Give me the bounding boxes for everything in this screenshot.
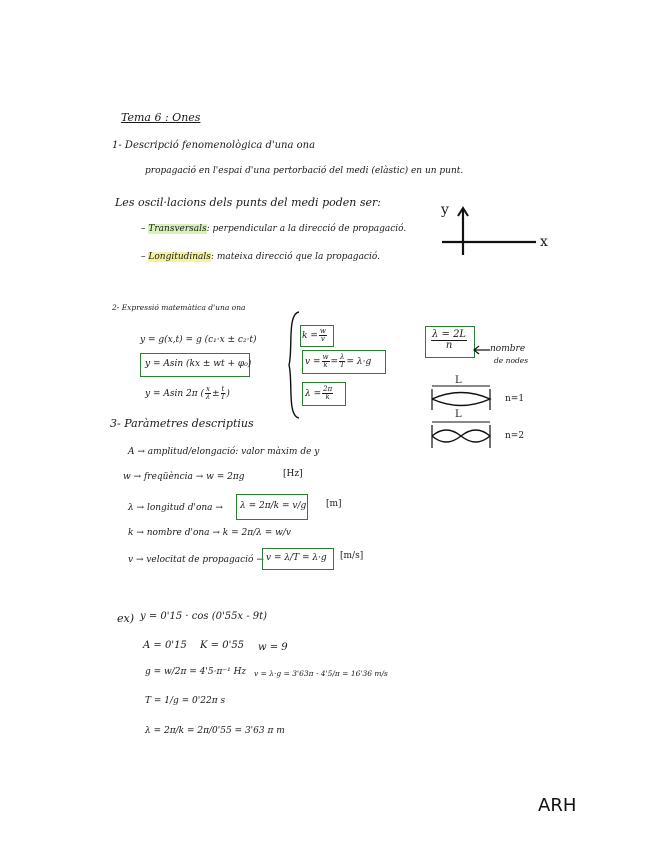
standing-wave-n1 bbox=[428, 384, 498, 414]
section3-heading: 3- Paràmetres descriptius bbox=[110, 417, 254, 430]
param-wavelength: λ → longitud d'ona → bbox=[128, 503, 223, 513]
standing-wave-n2 bbox=[428, 420, 498, 450]
example-equation: y = 0'15 · cos (0'55x - 9t) bbox=[140, 611, 268, 622]
frac-x-lambda: $\frac{x}{\lambda}$ bbox=[205, 385, 211, 401]
example-g: g = w/2π = 4'5·π⁻¹ Hz bbox=[145, 667, 247, 677]
L-label-1: L bbox=[455, 375, 462, 386]
longitudinal-term: Longitudinals bbox=[148, 252, 211, 262]
param-frequency: w → freqüència → w = 2πg bbox=[123, 472, 245, 482]
longitudinal-desc: : mateixa direcció que la propagació. bbox=[210, 252, 380, 262]
unit-hz: [Hz] bbox=[283, 469, 303, 479]
lambda-formula: λ = $\frac{2\pi}{k}$ bbox=[305, 385, 333, 401]
example-v: v = λ·g = 3'63π · 4'5/π = 16'36 m/s bbox=[254, 669, 388, 678]
x-axis-label: x bbox=[540, 234, 548, 250]
example-A: A = 0'15 bbox=[143, 640, 187, 651]
k-formula: k = $\frac{w}{v}$ bbox=[302, 327, 326, 343]
param-wavenumber: k → nombre d'ona → k = 2π/λ = w/v bbox=[128, 528, 291, 538]
eq3-sign: ± bbox=[211, 389, 220, 399]
unit-ms: [m/s] bbox=[340, 551, 364, 561]
n1-label: n=1 bbox=[505, 394, 525, 404]
velocity-formula: v = λ/T = λ·g bbox=[266, 553, 327, 563]
wavelength-formula: λ = 2π/k = v/g bbox=[240, 501, 307, 511]
nodes-label-2: de nodes bbox=[494, 356, 529, 365]
example-lambda: λ = 2π/k = 2π/0'55 = 3'63 π m bbox=[145, 726, 285, 736]
example-label: ex) bbox=[117, 612, 135, 625]
nodes-label-1: nombre bbox=[490, 344, 526, 354]
author-initials: ARH bbox=[538, 795, 577, 816]
example-k: K = 0'55 bbox=[200, 640, 245, 651]
axes-sketch bbox=[438, 200, 568, 260]
section1-heading: 1- Descripció fenomenològica d'una ona bbox=[112, 140, 316, 151]
param-velocity: v → velocitat de propagació → bbox=[128, 555, 264, 565]
transversal-desc: : perpendicular a la direcció de propagació. bbox=[206, 224, 407, 234]
standing-wave-formula: $\frac{\lambda = 2L}{n}$ bbox=[432, 329, 467, 351]
wave-equation-sin: y = Asin (kx ± wt + φ₀) bbox=[145, 359, 252, 369]
longitudinal-line: – Longitudinals: mateixa direcció que la propagació. bbox=[141, 252, 380, 262]
L-label-2: L bbox=[455, 409, 462, 420]
param-amplitude: A → amplitud/elongació: valor màxim de y bbox=[128, 447, 320, 457]
eq3-prefix: y = Asin 2π bbox=[145, 389, 198, 399]
wave-equation-2pi: y = Asin 2π ( $\frac{x}{\lambda}$ ± $\frac{t}{T}$ ) bbox=[145, 385, 230, 401]
unit-m: [m] bbox=[326, 499, 342, 509]
transversal-line: – Transversals: perpendicular a la direcció de propagació. bbox=[141, 224, 407, 234]
example-w: w = 9 bbox=[258, 642, 288, 653]
oscillations-intro: Les oscil·lacions dels punts del medi poden ser: bbox=[115, 196, 381, 209]
v-formula: v = $\frac{w}{k}$ = $\frac{\lambda}{T}$ = λ·g bbox=[305, 353, 372, 369]
page-title: Tema 6 : Ones bbox=[121, 111, 201, 124]
wave-equation-general: y = g(x,t) = g (c₁·x ± c₂·t) bbox=[140, 335, 257, 345]
arrow-to-n bbox=[472, 346, 492, 356]
transversal-term: Transversals bbox=[148, 224, 207, 234]
example-T: T = 1/g = 0'22π s bbox=[145, 696, 226, 706]
frac-t-T: $\frac{t}{T}$ bbox=[220, 385, 226, 401]
wave-definition: propagació en l'espai d'una pertorbació del medi (elàstic) en un punt. bbox=[145, 166, 464, 176]
n2-label: n=2 bbox=[505, 431, 525, 441]
y-axis-label: y bbox=[441, 202, 449, 218]
section2-heading: 2- Expressió matemàtica d'una ona bbox=[112, 303, 246, 312]
